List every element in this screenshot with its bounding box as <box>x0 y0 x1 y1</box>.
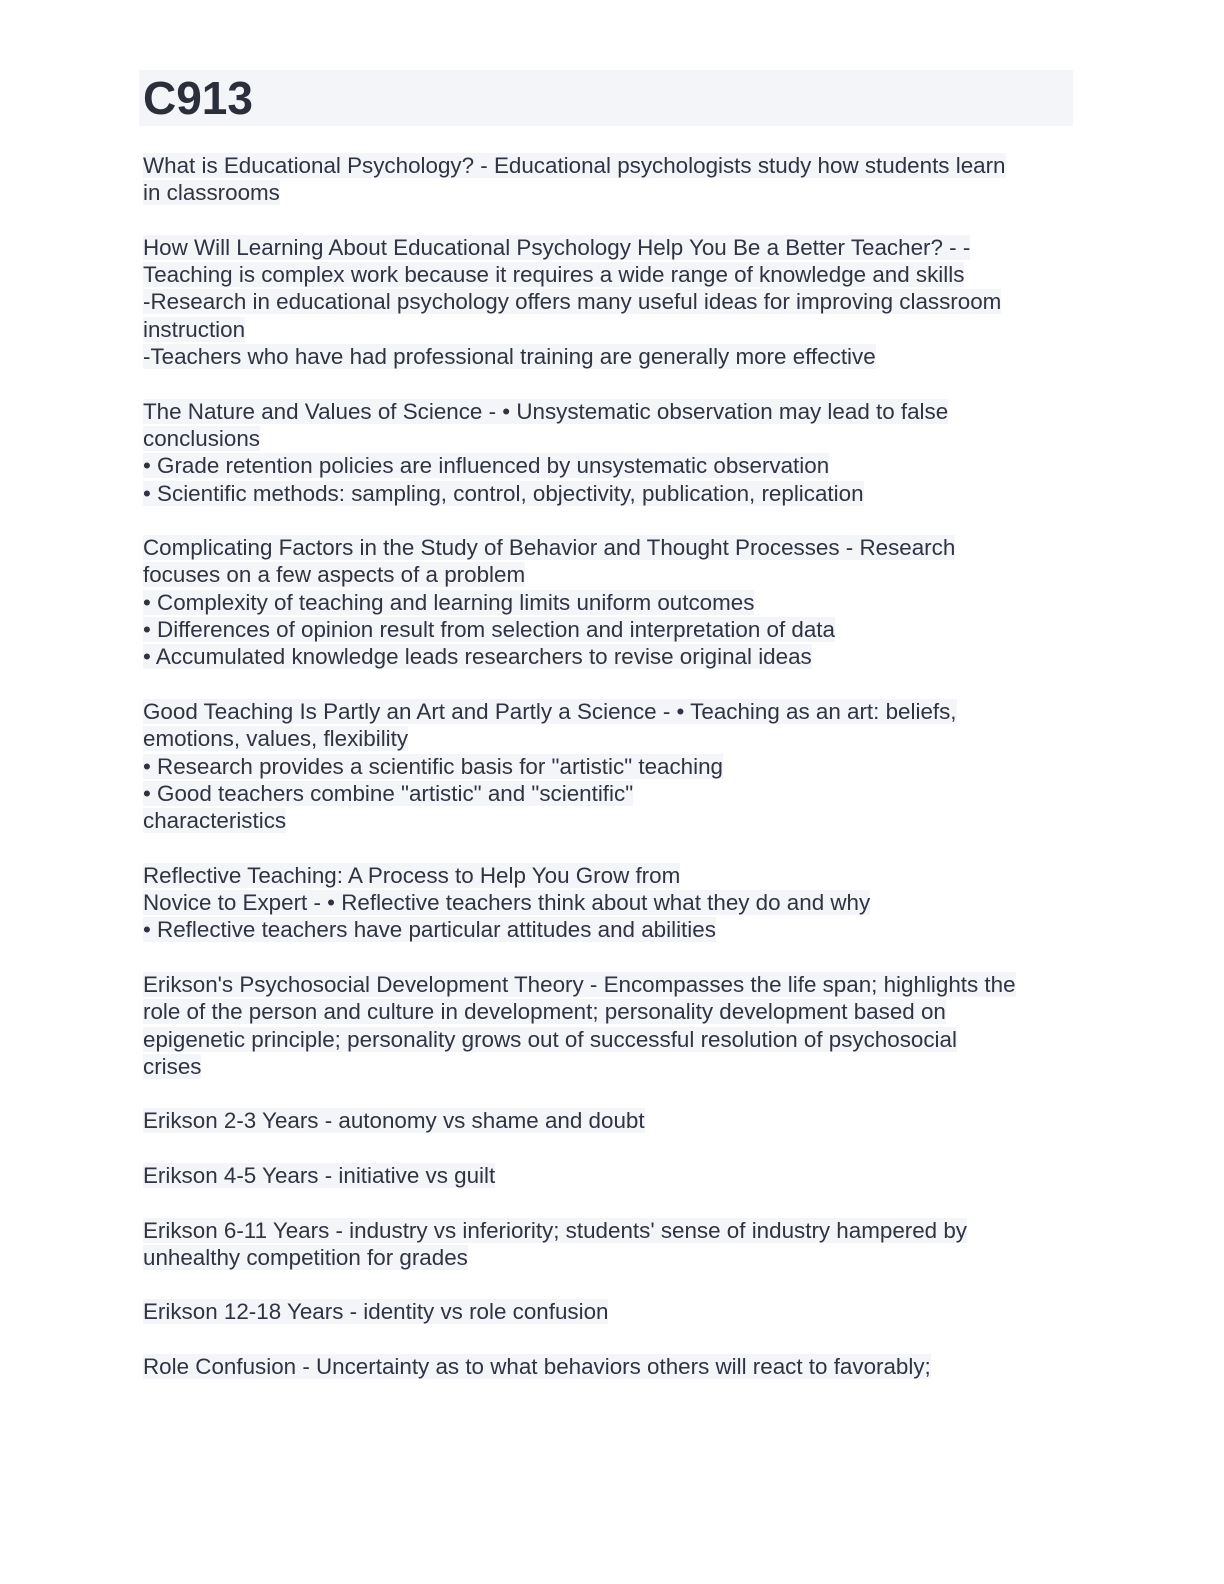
flashcard-line-text: • Complexity of teaching and learning limits uniform outcomes <box>143 589 755 615</box>
page-title: C913 <box>143 72 253 124</box>
flashcard-entry <box>143 1353 1073 1380</box>
flashcard-line <box>143 152 1073 179</box>
flashcard-line-text: epigenetic principle; personality grows out of successful resolution of psychosocial <box>143 1026 957 1052</box>
flashcard-line-text: • Differences of opinion result from selection and interpretation of data <box>143 617 835 643</box>
flashcard-line <box>143 561 1073 588</box>
flashcard-line-text: Erikson 4-5 Years - initiative vs guilt <box>143 1162 496 1188</box>
flashcard-line-text: characteristics <box>143 808 287 834</box>
flashcard-entry <box>143 971 1073 1080</box>
flashcard-line <box>143 1026 1073 1053</box>
flashcard-entry <box>143 1217 1073 1272</box>
document-page <box>139 70 1073 1408</box>
flashcard-line-text: The Nature and Values of Science - • Unsystematic observation may lead to false <box>143 398 949 424</box>
flashcard-line <box>143 753 1073 780</box>
flashcard-line-text: focuses on a few aspects of a problem <box>143 562 526 588</box>
flashcard-line-text: role of the person and culture in development; personality development based on <box>143 999 946 1025</box>
flashcard-line-text: How Will Learning About Educational Psychology Help You Be a Better Teacher? - - <box>143 234 971 260</box>
flashcard-line-text: conclusions <box>143 425 260 451</box>
flashcard-line <box>143 480 1073 507</box>
flashcard-line <box>143 534 1073 561</box>
flashcard-line <box>143 616 1073 643</box>
flashcard-line-text: -Research in educational psychology offers many useful ideas for improving classroom <box>143 289 1002 315</box>
flashcard-line-text: Erikson 12-18 Years - identity vs role confusion <box>143 1299 609 1325</box>
flashcard-line <box>143 1107 1073 1134</box>
flashcard-line <box>143 807 1073 834</box>
flashcard-entry <box>143 862 1073 944</box>
flashcard-line-text: • Research provides a scientific basis for "artistic" teaching <box>143 753 724 779</box>
flashcard-line <box>143 288 1073 315</box>
flashcard-line-text: -Teachers who have had professional training are generally more effective <box>143 344 876 370</box>
flashcard-line <box>143 1162 1073 1189</box>
flashcard-line-text: • Good teachers combine "artistic" and "scientific" <box>143 780 634 806</box>
flashcard-line <box>143 916 1073 943</box>
flashcard-line-text: crises <box>143 1053 202 1079</box>
flashcard-line-text: • Scientific methods: sampling, control, objectivity, publication, replication <box>143 480 864 506</box>
flashcard-line <box>143 998 1073 1025</box>
flashcard-entry <box>143 1162 1073 1189</box>
flashcard-line-text: Erikson 6-11 Years - industry vs inferiority; students' sense of industry hampered by <box>143 1217 968 1243</box>
flashcard-line <box>143 1053 1073 1080</box>
flashcard-line <box>143 1353 1073 1380</box>
flashcard-entry <box>143 1298 1073 1325</box>
flashcard-list <box>139 152 1073 1380</box>
flashcard-entry <box>143 698 1073 834</box>
flashcard-line <box>143 698 1073 725</box>
flashcard-line <box>143 425 1073 452</box>
flashcard-line <box>143 971 1073 998</box>
flashcard-line-text: emotions, values, flexibility <box>143 726 409 752</box>
flashcard-line <box>143 889 1073 916</box>
flashcard-entry <box>143 398 1073 507</box>
flashcard-line <box>143 862 1073 889</box>
flashcard-line-text: in classrooms <box>143 180 280 206</box>
flashcard-line <box>143 780 1073 807</box>
flashcard-entry <box>143 534 1073 670</box>
flashcard-line <box>143 398 1073 425</box>
flashcard-line <box>143 1298 1073 1325</box>
flashcard-line <box>143 1217 1073 1244</box>
flashcard-line <box>143 589 1073 616</box>
flashcard-line-text: What is Educational Psychology? - Educational psychologists study how students learn <box>143 153 1006 178</box>
flashcard-line <box>143 261 1073 288</box>
flashcard-line <box>143 343 1073 370</box>
flashcard-line-text: • Accumulated knowledge leads researchers to revise original ideas <box>143 644 812 670</box>
flashcard-line-text: unhealthy competition for grades <box>143 1244 468 1270</box>
flashcard-line-text: Reflective Teaching: A Process to Help You Grow from <box>143 862 681 888</box>
flashcard-line <box>143 643 1073 670</box>
title-bar <box>139 70 1073 126</box>
flashcard-line-text: Novice to Expert - • Reflective teachers think about what they do and why <box>143 890 871 916</box>
flashcard-line-text: Complicating Factors in the Study of Behavior and Thought Processes - Research <box>143 535 956 561</box>
flashcard-line-text: instruction <box>143 316 246 342</box>
flashcard-line <box>143 179 1073 206</box>
flashcard-line <box>143 725 1073 752</box>
flashcard-line-text: Erikson 2-3 Years - autonomy vs shame and doubt <box>143 1108 645 1134</box>
flashcard-entry <box>143 152 1073 207</box>
flashcard-line-text: Role Confusion - Uncertainty as to what behaviors others will react to favorably; <box>143 1354 931 1380</box>
flashcard-line-text: Good Teaching Is Partly an Art and Partly a Science - • Teaching as an art: beliefs, <box>143 698 957 724</box>
flashcard-line <box>143 1244 1073 1271</box>
flashcard-entry <box>143 1107 1073 1134</box>
flashcard-line-text: • Reflective teachers have particular attitudes and abilities <box>143 917 716 943</box>
flashcard-line-text: Teaching is complex work because it requires a wide range of knowledge and skills <box>143 262 965 288</box>
flashcard-line-text: • Grade retention policies are influenced by unsystematic observation <box>143 453 830 479</box>
flashcard-line-text: Erikson's Psychosocial Development Theory - Encompasses the life span; highlights the <box>143 971 1016 997</box>
flashcard-entry <box>143 234 1073 370</box>
flashcard-line <box>143 452 1073 479</box>
flashcard-line <box>143 316 1073 343</box>
flashcard-line <box>143 234 1073 261</box>
